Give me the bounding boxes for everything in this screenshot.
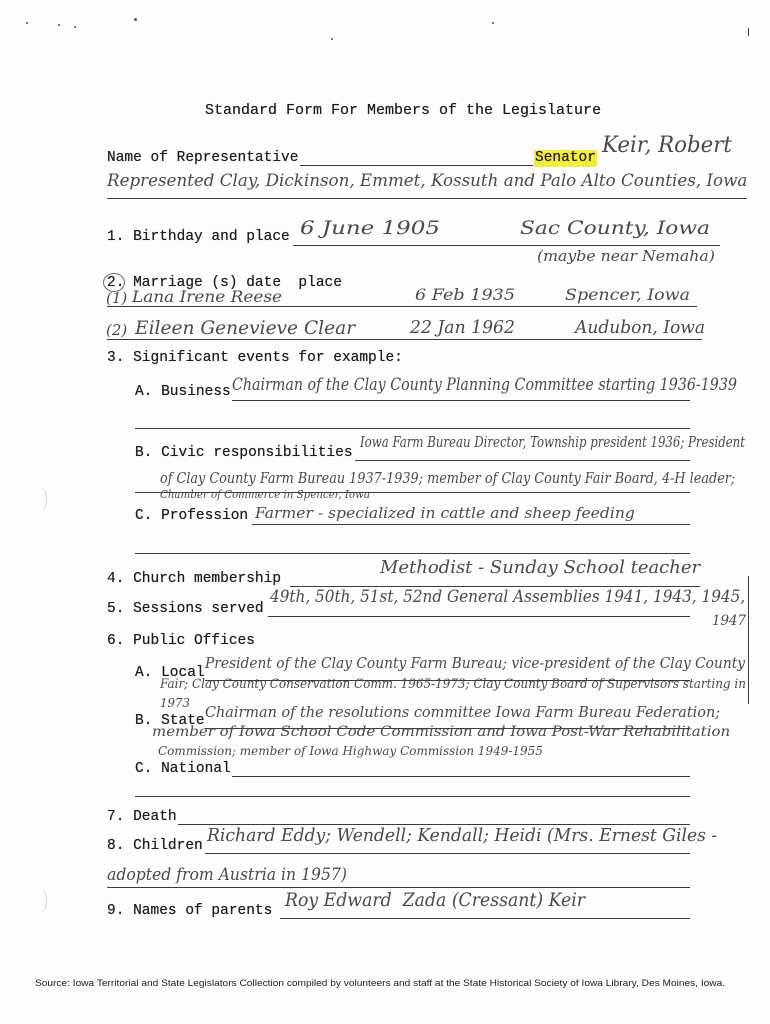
birth-place: Sac County, Iowa: [520, 217, 710, 239]
church-membership-entry: Methodist - Sunday School teacher: [380, 557, 701, 578]
children-entry-line-1: Richard Eddy; Wendell; Kendall; Heidi (Mrs. Ernest Giles -: [207, 825, 718, 846]
fill-in-line: [280, 918, 690, 919]
punch-hole-shadow: [36, 890, 47, 912]
fill-in-line: [107, 306, 697, 307]
civic-entry-line-3: Chamber of Commerce in Spencer, Iowa: [160, 488, 370, 501]
source-citation: Source: Iowa Territorial and State Legislators Collection compiled by volunteers and staff at the State Historical Society of Iowa Library, Des Moines, Iowa.: [35, 978, 726, 988]
fill-in-line: [205, 853, 690, 854]
scan-speck: [134, 18, 137, 21]
marriage-1-number: (1): [106, 289, 128, 307]
parents-label: 9. Names of parents: [107, 903, 273, 919]
local-office-line-1: President of the Clay County Farm Bureau; vice-president of the Clay County: [205, 654, 746, 672]
children-label: 8. Children: [107, 838, 203, 854]
legislator-name: Keir, Robert: [602, 133, 732, 158]
scan-speck: [26, 22, 28, 24]
scan-speck: [58, 24, 60, 26]
local-office-line-2: Fair; Clay County Conservation Comm. 1965-1973; Clay County Board of Supervisors starting in: [160, 677, 746, 692]
margin-line: [748, 576, 749, 704]
fill-in-line: [300, 165, 533, 166]
business-label: A. Business: [135, 384, 231, 400]
civic-responsibilities-label: B. Civic responsibilities: [135, 445, 353, 461]
church-membership-label: 4. Church membership: [107, 571, 282, 587]
fill-in-line: [107, 339, 702, 340]
marriage-label: 2. Marriage (s) date place: [107, 275, 342, 291]
marriage-1-date: 6 Feb 1935: [415, 285, 516, 304]
fill-in-line: [107, 198, 747, 199]
represented-counties: Represented Clay, Dickinson, Emmet, Kossuth and Palo Alto Counties, Iowa: [107, 171, 748, 191]
marriage-1-place: Spencer, Iowa: [565, 285, 690, 304]
fill-in-line: [268, 616, 690, 617]
scan-speck: [331, 38, 333, 40]
fill-in-line: [135, 796, 690, 797]
state-office-line-3: Commission; member of Iowa Highway Commission 1949-1955: [158, 744, 543, 758]
name-of-representative-label: Name of Representative: [107, 150, 299, 166]
punch-hole-shadow: [36, 488, 47, 510]
fill-in-line: [135, 553, 690, 554]
fill-in-line: [293, 245, 720, 246]
birthday-label: 1. Birthday and place: [107, 229, 290, 245]
state-office-label: B. State: [135, 713, 205, 729]
sessions-served-label: 5. Sessions served: [107, 601, 264, 617]
marriage-1-spouse: Lana Irene Reese: [132, 287, 283, 306]
fill-in-line: [252, 524, 690, 525]
sessions-served-entry: 49th, 50th, 51st, 52nd General Assemblies 1941, 1943, 1945,: [270, 587, 746, 607]
public-offices-label: 6. Public Offices: [107, 633, 255, 649]
business-entry: Chairman of the Clay County Planning Committee starting 1936-1939: [232, 375, 737, 395]
marriage-2-number: (2): [106, 321, 128, 339]
scan-speck: [492, 22, 494, 24]
parents-entry: Roy Edward Zada (Cressant) Keir: [285, 889, 586, 911]
significant-events-label: 3. Significant events for example:: [107, 350, 403, 366]
profession-entry: Farmer - specialized in cattle and sheep feeding: [255, 504, 635, 522]
scan-speck: [74, 26, 76, 28]
profession-label: C. Profession: [135, 508, 249, 524]
local-office-line-3: 1973: [160, 696, 190, 710]
fill-in-line: [135, 428, 690, 429]
marriage-2-date: 22 Jan 1962: [410, 317, 515, 338]
state-office-line-2: member of Iowa School Code Commission and Iowa Post-War Rehabilitation: [152, 724, 731, 740]
death-label: 7. Death: [107, 809, 177, 825]
senator-label: Senator: [535, 150, 596, 166]
birth-place-note: (maybe near Nemaha): [537, 247, 715, 265]
fill-in-line: [355, 460, 690, 461]
document-title: Standard Form For Members of the Legislature: [205, 102, 602, 119]
state-office-line-1: Chairman of the resolutions committee Iowa Farm Bureau Federation;: [205, 703, 721, 721]
civic-entry-line-2: of Clay County Farm Bureau 1937-1939; member of Clay County Fair Board, 4-H leader;: [160, 469, 736, 487]
fill-in-line: [107, 887, 690, 888]
marriage-2-spouse: Eileen Genevieve Clear: [135, 317, 356, 339]
fill-in-line: [232, 776, 690, 777]
sessions-served-entry-continued: 1947: [712, 613, 747, 629]
birth-date: 6 June 1905: [300, 217, 440, 239]
civic-entry-line-1: Iowa Farm Bureau Director, Township president 1936; President: [360, 433, 745, 451]
national-office-label: C. National: [135, 761, 231, 777]
local-office-label: A. Local: [135, 665, 205, 681]
scan-edge-mark: [748, 28, 749, 36]
marriage-2-place: Audubon, Iowa: [575, 317, 706, 338]
children-entry-line-2: adopted from Austria in 1957): [107, 865, 347, 885]
fill-in-line: [232, 400, 690, 401]
